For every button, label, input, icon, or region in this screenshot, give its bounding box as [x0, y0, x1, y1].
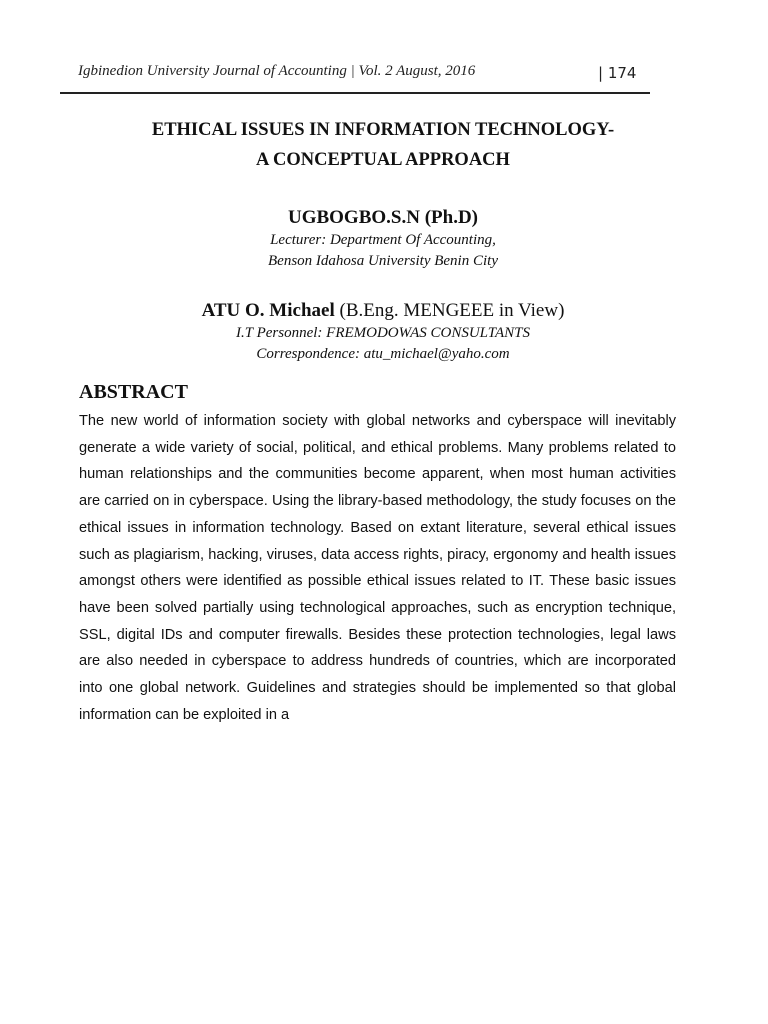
author-block-2: [60, 299, 706, 365]
journal-citation: Igbinedion University Journal of Accounting | Vol. 2 August, 2016: [78, 63, 476, 79]
abstract-body: The new world of information society with global networks and cyberspace will inevitably generate a wide variety of social, political, and ethical problems. Many problems related to human relationships and the communities become apparent, when most human activities are carried on in cyberspace. Using the library-based methodology, the study focuses on the ethical issues in information technology. Based on extant literature, several ethical issues such as plagiarism, hacking, viruses, data access rights, piracy, ergonomy and health issues amongst others were identified as possible ethical issues related to IT. These basic issues have been solved partially using technological approaches, such as encryption technique, SSL, digital IDs and computer firewalls. Besides these protection technologies, legal laws are also needed in cyberspace to address hundreds of countries, which are incorporated into one global network. Guidelines and strategies should be implemented so that global information can be exploited in a: [79, 413, 676, 723]
author-name: [60, 299, 706, 323]
author-correspondence: Correspondence: atu_michael@yaho.com: [256, 346, 510, 362]
author-degree: (B.Eng. MENGEEE in View): [334, 300, 565, 321]
running-header: [60, 60, 650, 94]
author-affiliation: I.T Personnel: FREMODOWAS CONSULTANTS: [236, 325, 530, 341]
paper-title-line-2: A CONCEPTUAL APPROACH: [256, 150, 510, 170]
paper-title: [60, 115, 706, 175]
paper-title-line-1: ETHICAL ISSUES IN INFORMATION TECHNOLOGY-: [151, 120, 615, 140]
author-affiliation: Benson Idahosa University Benin City: [268, 253, 498, 269]
page-number: | 174: [598, 64, 637, 82]
author-name-text: ATU O. Michael: [201, 300, 335, 321]
abstract-heading: ABSTRACT: [79, 381, 188, 403]
author-block-1: [60, 206, 706, 272]
author-name-text: UGBOGBO.S.N (Ph.D): [287, 207, 479, 228]
author-affiliation: Lecturer: Department Of Accounting,: [270, 232, 496, 248]
author-name: [60, 206, 706, 230]
